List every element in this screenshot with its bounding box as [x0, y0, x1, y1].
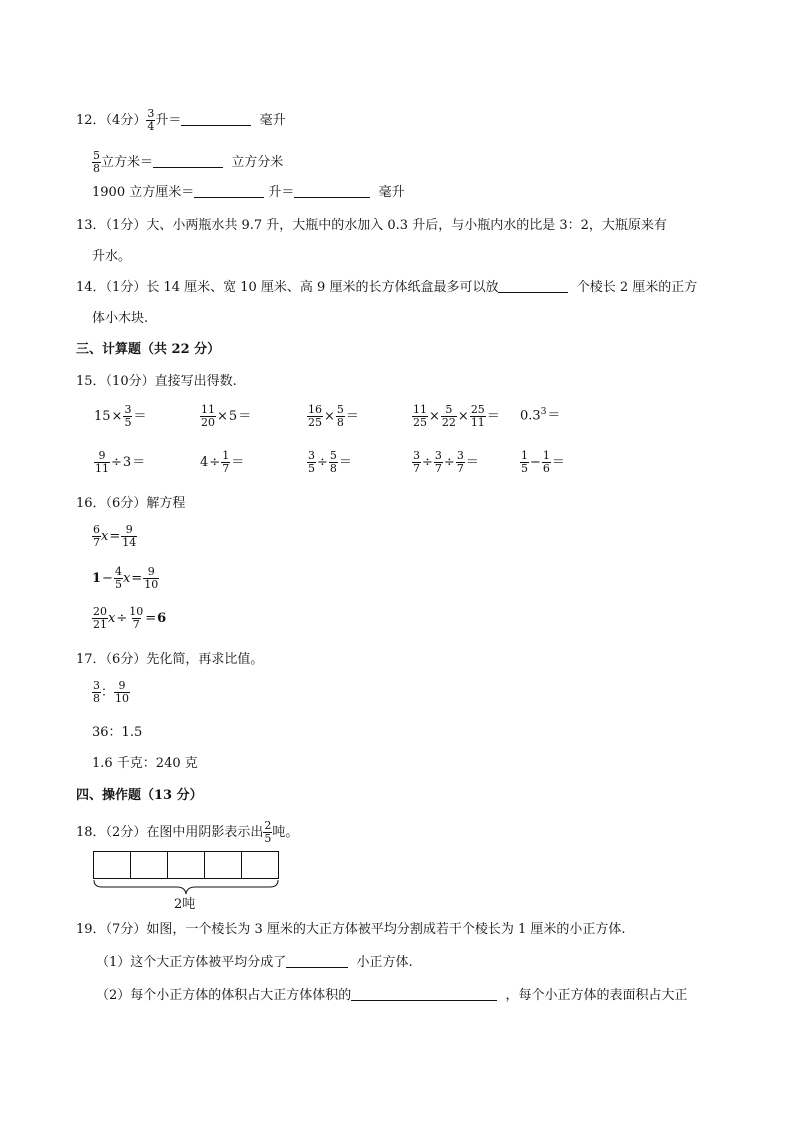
answer-blank[interactable] — [498, 291, 568, 293]
q15-title: 15．（10分）直接写出得数. — [76, 374, 237, 389]
calc-item: $\frac{9}{11}$ ÷3＝ — [95, 449, 146, 476]
calc-item: $\frac{11}{20}$ ×5＝ — [201, 403, 252, 430]
calc-item: $\frac{11}{25}$ × $\frac{5}{22}$ × $\frac{25}{11}$ ＝ — [413, 403, 500, 430]
shading-box[interactable] — [93, 851, 131, 879]
shading-box[interactable] — [130, 851, 168, 879]
q13-line2: 升水。 — [92, 249, 132, 264]
calc-item: $\frac{16}{25}$ × $\frac{5}{8}$ ＝ — [308, 403, 359, 430]
section-heading-3: 三、计算题（共 22 分） — [76, 342, 221, 357]
calc-item: $\frac{3}{5}$ ÷ $\frac{5}{8}$ ＝ — [308, 449, 352, 476]
answer-blank[interactable] — [351, 999, 497, 1001]
ratio-item: 36：1.5 — [92, 725, 143, 740]
equation: $\frac{20}{21}$ x÷ $\frac{10}{7}$ =6 — [93, 605, 167, 632]
answer-blank[interactable] — [294, 196, 370, 198]
calc-item: $\frac{3}{7}$ ÷ $\frac{3}{7}$ ÷ $\frac{3}{7}$ ＝ — [413, 449, 479, 476]
calc-item: $\frac{1}{5}$ − $\frac{1}{6}$ ＝ — [521, 449, 565, 476]
q12-line1: 12．（4分） $\frac{3}{4}$ 升＝ 毫升 — [76, 107, 286, 134]
shading-boxes — [94, 851, 279, 879]
answer-blank[interactable] — [181, 124, 251, 126]
q16-title: 16．（6分）解方程 — [76, 496, 186, 511]
q14-line2: 体小木块. — [92, 311, 149, 326]
q14-line1: 14．（1分）长 14 厘米、宽 10 厘米、高 9 厘米的长方体纸盒最多可以放 个棱长 2 厘米的正方 — [76, 280, 698, 295]
q19-part1: （1）这个大正方体被平均分成了 小正方体. — [96, 955, 413, 970]
shading-box[interactable] — [241, 851, 279, 879]
calc-item: 15× $\frac{3}{5}$ ＝ — [94, 403, 147, 430]
q12-line2: $\frac{5}{8}$ 立方米＝ 立方分米 — [93, 149, 284, 176]
brace-icon — [92, 878, 282, 898]
q12-number: 12．（4分） — [76, 113, 147, 129]
q19-title: 19．（7分）如图，一个棱长为 3 厘米的大正方体被平均分割成若干个棱长为 1 厘米的小正方体. — [76, 922, 626, 937]
shading-box[interactable] — [167, 851, 205, 879]
equation: 1− $\frac{4}{5}$ x= $\frac{9}{10}$ — [92, 565, 159, 592]
fraction: $\frac{3}{4}$ — [147, 107, 155, 134]
ratio-item: $\frac{3}{8}$ ： $\frac{9}{10}$ — [93, 679, 130, 706]
answer-blank[interactable] — [153, 166, 223, 168]
calc-item: 4÷ $\frac{1}{7}$ ＝ — [200, 449, 245, 476]
fraction: $\frac{5}{8}$ — [93, 149, 100, 176]
q18-title: 18．（2分）在图中用阴影表示出 $\frac{2}{5}$ 吨。 — [76, 819, 299, 846]
ratio-item: 1.6 千克：240 克 — [92, 756, 198, 771]
calc-item: $0.3^3=$ — [520, 407, 561, 424]
q12-line3: 1900 立方厘米＝ 升＝ 毫升 — [92, 185, 405, 200]
equation: $\frac{6}{7}$ x= $\frac{9}{14}$ — [93, 523, 137, 550]
section-heading-4: 四、操作题（13 分） — [76, 788, 203, 803]
q19-part2: （2）每个小正方体的体积占大正方体体积的 ，每个小正方体的表面积占大正 — [96, 988, 688, 1003]
q17-title: 17．（6分）先化简，再求比值。 — [76, 652, 264, 667]
answer-blank[interactable] — [194, 196, 264, 198]
answer-blank[interactable] — [286, 966, 348, 968]
shading-box[interactable] — [204, 851, 242, 879]
q13-line1: 13．（1分）大、小两瓶水共 9.7 升，大瓶中的水加入 0.3 升后，与小瓶内水的比是 3：2，大瓶原来有 — [76, 218, 667, 233]
brace-label: 2吨 — [174, 897, 196, 912]
